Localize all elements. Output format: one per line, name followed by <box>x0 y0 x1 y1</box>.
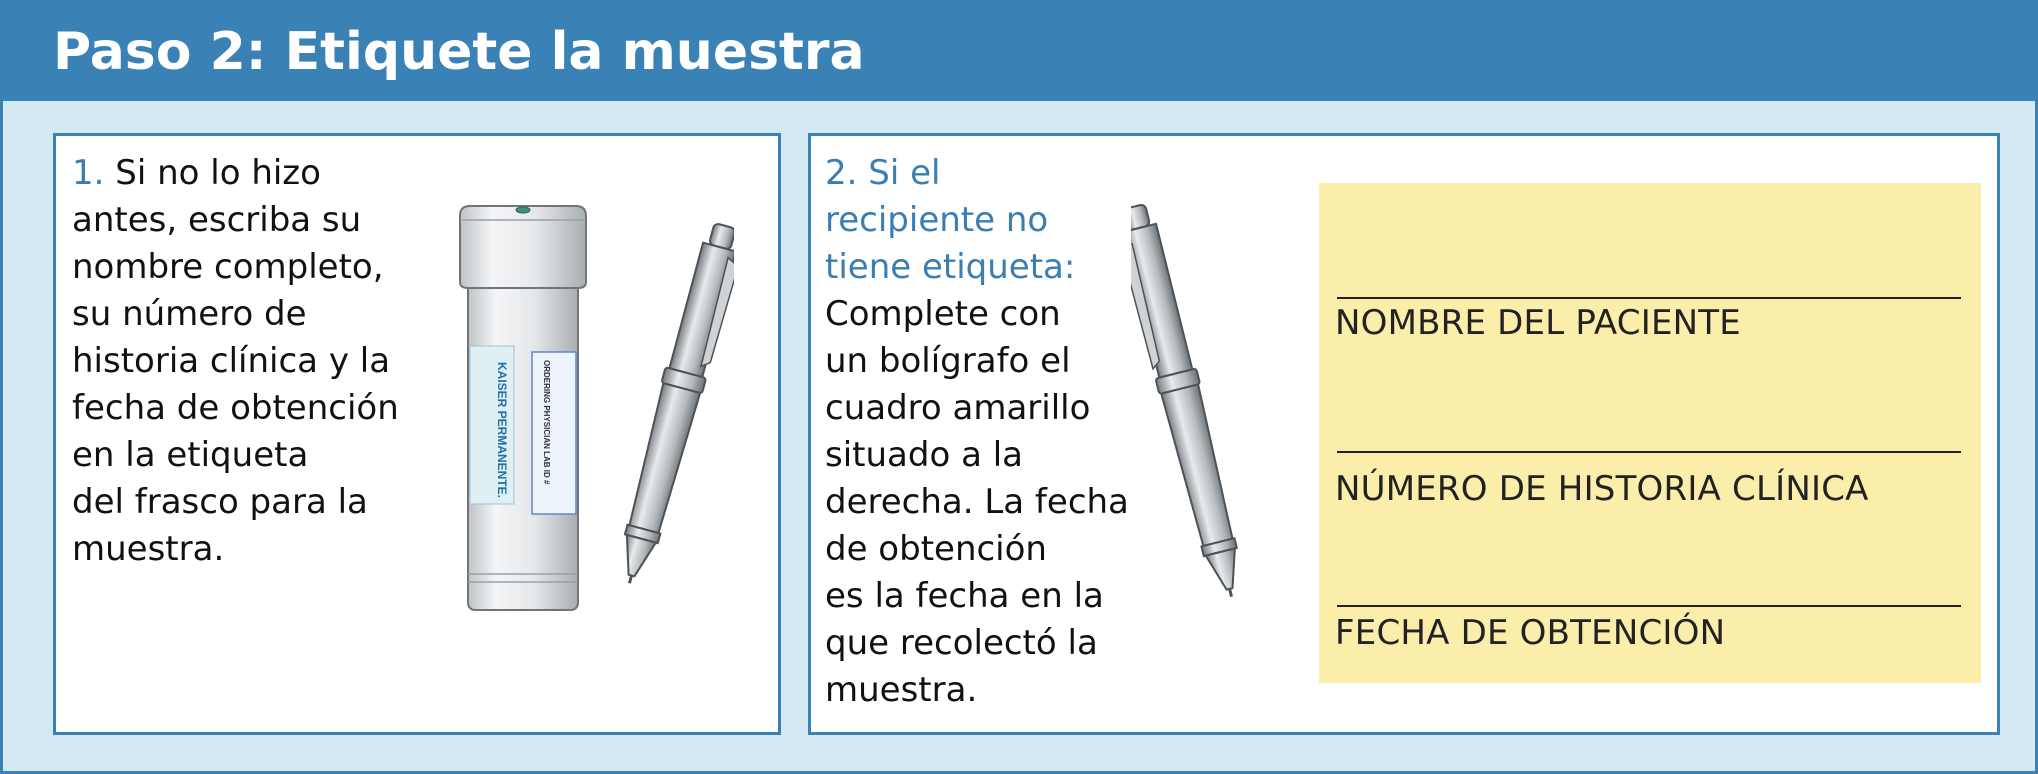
step-1-number: 1. <box>72 153 105 193</box>
pen-illustration-2 <box>1131 196 1241 616</box>
step-2-intro-line-2: recipiente no <box>825 200 1049 240</box>
header-bar <box>3 3 2035 101</box>
step-2-text <box>825 150 1129 714</box>
patient-name-line <box>1337 297 1961 299</box>
step-1-line-3: nombre completo, <box>72 247 384 287</box>
step-1-line-4: su número de <box>72 294 307 334</box>
medical-record-number-line <box>1337 451 1961 453</box>
step-2-body-line-3: cuadro amarillo <box>825 388 1091 428</box>
bottle-brand-label: KAISER PERMANENTE. <box>495 362 509 499</box>
step-2-body-line-5: derecha. La fecha <box>825 482 1129 522</box>
step-1-line-8: del frasco para la <box>72 482 368 522</box>
step-1-line-2: antes, escriba su <box>72 200 362 240</box>
step-2-intro-line-1: 2. Si el <box>825 153 941 193</box>
step-2-panel <box>808 133 2000 735</box>
step-1-line-7: en la etiqueta <box>72 435 309 475</box>
patient-name-label: NOMBRE DEL PACIENTE <box>1335 303 1741 343</box>
step-1-text <box>72 150 399 573</box>
step-1-line-9: muestra. <box>72 529 225 569</box>
step-1-line-1: 1. Si no lo hizo <box>72 153 321 193</box>
step-1-panel <box>53 133 781 735</box>
specimen-bottle-illustration <box>458 202 588 612</box>
page-title: Paso 2: Etiquete la muestra <box>53 22 865 82</box>
step-1-line-6: fecha de obtención <box>72 388 399 428</box>
step-1-line-5: historia clínica y la <box>72 341 391 381</box>
step-2-body-line-9: muestra. <box>825 670 978 710</box>
step-2-body-line-2: un bolígrafo el <box>825 341 1071 381</box>
step-2-body-line-8: que recolectó la <box>825 623 1098 663</box>
step-2-body-line-4: situado a la <box>825 435 1023 475</box>
step-2-body-line-1: Complete con <box>825 294 1061 334</box>
collection-date-label: FECHA DE OBTENCIÓN <box>1335 613 1726 653</box>
step-2-intro-line-3: tiene etiqueta: <box>825 247 1076 287</box>
medical-record-number-label: NÚMERO DE HISTORIA CLÍNICA <box>1335 469 1869 509</box>
collection-date-line <box>1337 605 1961 607</box>
step-2-body-line-6: de obtención <box>825 529 1047 569</box>
step-2-body-line-7: es la fecha en la <box>825 576 1104 616</box>
specimen-label-form <box>1319 183 1981 683</box>
bottle-physician-label: ORDERING PHYSICIAN LAB ID # <box>542 360 551 485</box>
pen-illustration <box>624 216 734 596</box>
